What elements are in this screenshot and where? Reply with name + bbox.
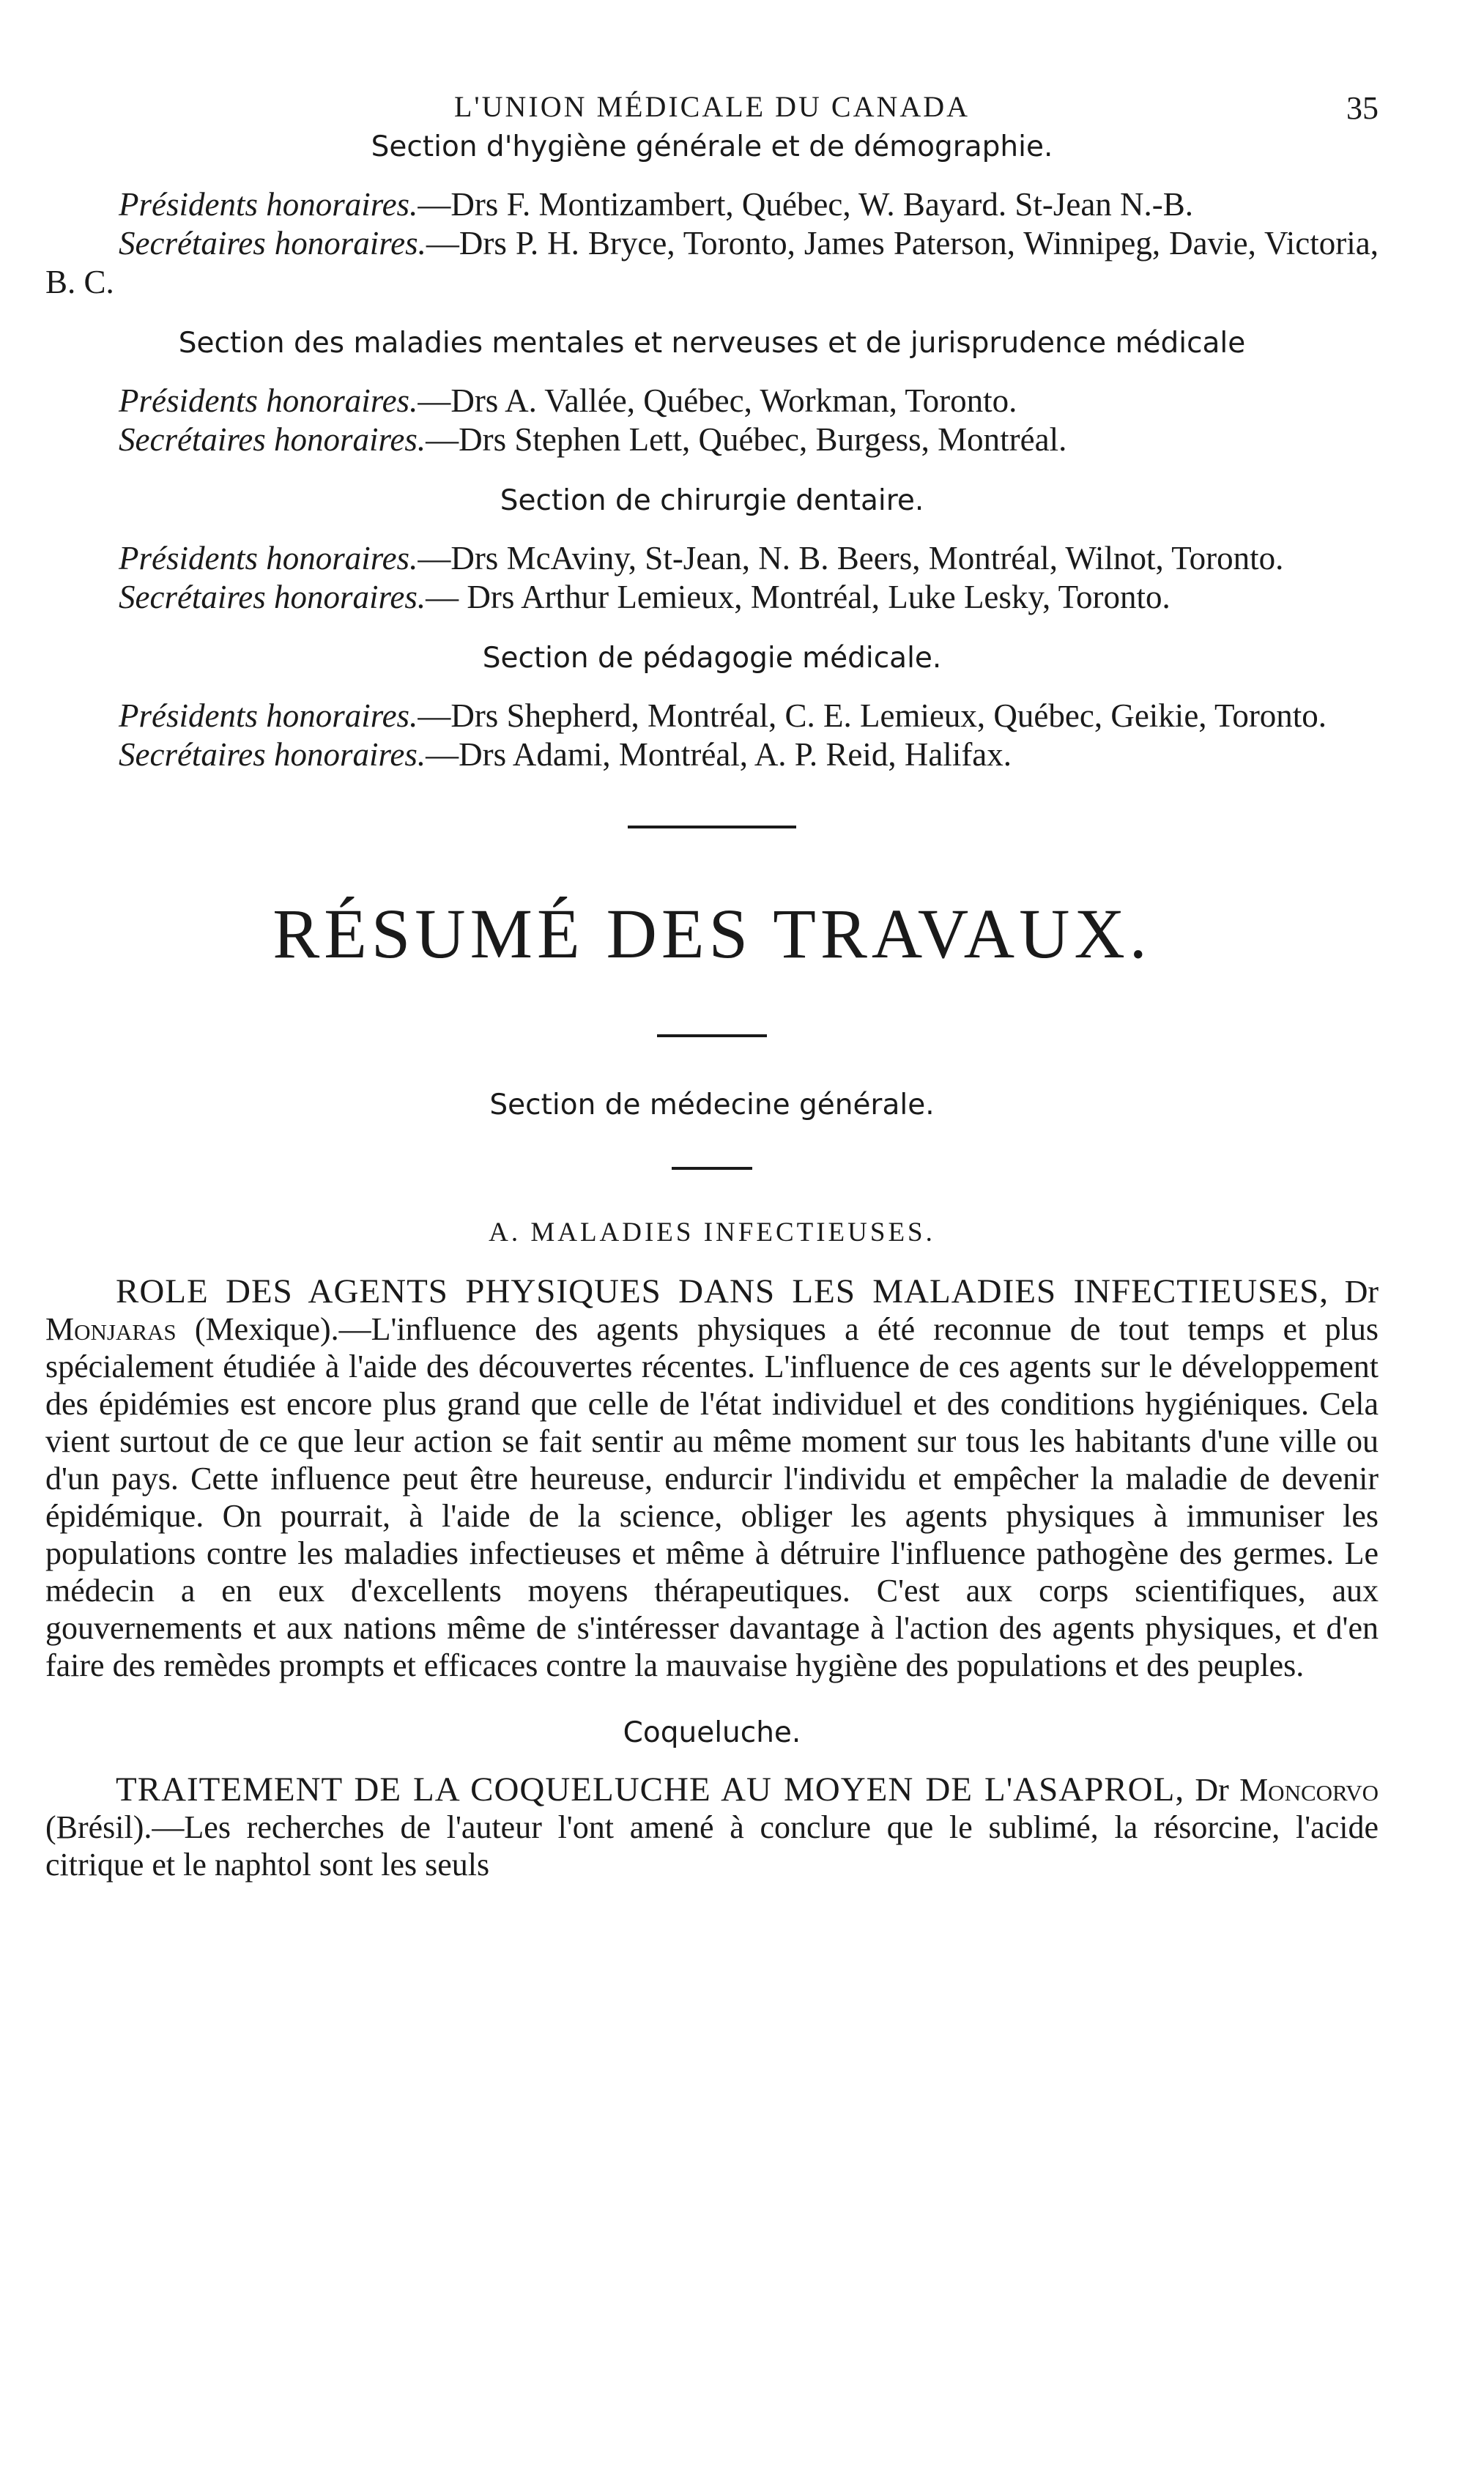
entry-text: —Drs Adami, Montréal, A. P. Reid, Halifax. xyxy=(426,736,1012,773)
entry-text: —Drs A. Vallée, Québec, Workman, Toronto. xyxy=(418,382,1017,419)
entry-text: — Drs Arthur Lemieux, Montréal, Luke Lesky, Toronto. xyxy=(426,579,1170,615)
section-hygiene xyxy=(45,130,1379,302)
page-number: 35 xyxy=(1346,90,1379,126)
honorary-presidents xyxy=(45,697,1379,735)
article-title: TRAITEMENT DE LA COQUELUCHE AU MOYEN DE L'ASAPROL, xyxy=(116,1770,1185,1809)
article-body: —Les recherches de l'auteur l'ont amené à conclure que le sublimé, la résorcine, l'acide citrique et le naphtol sont les seuls xyxy=(45,1809,1379,1883)
author-prefix: Dr xyxy=(1344,1274,1379,1310)
entry-role: Secrétaires honoraires. xyxy=(119,225,426,262)
entry-role: Présidents honoraires. xyxy=(119,186,418,223)
section-medical-pedagogy xyxy=(45,642,1379,774)
section-heading: Section de chirurgie dentaire. xyxy=(500,484,924,517)
divider xyxy=(657,1034,767,1037)
honorary-presidents xyxy=(45,539,1379,578)
category-heading: A. MALADIES INFECTIEUSES. xyxy=(489,1217,935,1247)
section-heading: Section de pédagogie médicale. xyxy=(482,642,942,675)
article-author: Monjaras xyxy=(45,1311,177,1347)
divider xyxy=(672,1167,752,1170)
article-paragraph xyxy=(45,1771,1379,1883)
entry-text: —Drs Stephen Lett, Québec, Burgess, Montréal. xyxy=(426,421,1067,458)
entry-text: —Drs F. Montizambert, Québec, W. Bayard. St-Jean N.-B. xyxy=(418,186,1194,223)
section-dental-surgery xyxy=(45,484,1379,617)
article-paragraph xyxy=(45,1273,1379,1684)
running-header xyxy=(45,73,1379,126)
main-title: RÉSUMÉ DES TRAVAUX. xyxy=(272,894,1151,973)
divider xyxy=(628,826,796,828)
article-body: —L'influence des agents physiques a été reconnue de tout temps et plus spécialement étudiée à l'aide des découvertes récentes. L'influence de ces agents sur le développement des épidémies est encore plus grand que celle de l'état individuel et des conditions hygiéniques. Cela vient surtout de ce que leur action se fait sentir au même moment sur tous les habitants d'une ville ou d'un pays. Cette influence peut être heureuse, endurcir l'individu et empêcher la maladie de devenir épidémique. On pourrait, à l'aide de la science, obliger les agents physiques à immuniser les populations contre les maladies infectieuses et même à détruire l'influence pathogène des germes. Le médecin a en eux d'excellents moyens thérapeutiques. C'est aux corps scientifiques, aux gouvernements et aux nations même de s'intéresser davantage à l'action des agents physiques, et d'en faire des remèdes prompts et efficaces contre la mauvaise hygiène des populations et des peuples. xyxy=(45,1311,1379,1683)
entry-text: —Drs McAviny, St-Jean, N. B. Beers, Montréal, Wilnot, Toronto. xyxy=(418,540,1284,576)
article-author: Moncorvo xyxy=(1239,1772,1379,1808)
entry-role: Présidents honoraires. xyxy=(119,540,418,576)
author-place: (Mexique). xyxy=(194,1311,339,1347)
honorary-secretaries xyxy=(45,578,1379,617)
honorary-presidents xyxy=(45,185,1379,224)
entry-text: —Drs P. H. Bryce, Toronto, James Paterson, Winnipeg, Davie, Victoria, B. C. xyxy=(45,225,1379,300)
subsection-heading: Section de médecine générale. xyxy=(489,1089,935,1121)
page xyxy=(45,73,1379,1883)
entry-role: Secrétaires honoraires. xyxy=(119,736,426,773)
section-heading: Section d'hygiène générale et de démographie. xyxy=(371,130,1053,163)
honorary-presidents xyxy=(45,382,1379,420)
entry-role: Présidents honoraires. xyxy=(119,382,418,419)
author-place: (Brésil). xyxy=(45,1809,152,1845)
entry-role: Secrétaires honoraires. xyxy=(119,421,426,458)
subsection-heading: Coqueluche. xyxy=(623,1716,801,1749)
section-mental-diseases xyxy=(45,327,1379,459)
honorary-secretaries xyxy=(45,224,1379,302)
entry-role: Présidents honoraires. xyxy=(119,697,418,734)
author-prefix: Dr xyxy=(1195,1772,1229,1808)
article-title: ROLE DES AGENTS PHYSIQUES DANS LES MALADIES INFECTIEUSES, xyxy=(116,1272,1329,1310)
entry-role: Secrétaires honoraires. xyxy=(119,579,426,615)
entry-text: —Drs Shepherd, Montréal, C. E. Lemieux, Québec, Geikie, Toronto. xyxy=(418,697,1327,734)
honorary-secretaries xyxy=(45,735,1379,774)
honorary-secretaries xyxy=(45,420,1379,459)
running-title: L'UNION MÉDICALE DU CANADA xyxy=(453,90,971,123)
section-heading: Section des maladies mentales et nerveuses et de jurisprudence médicale xyxy=(178,327,1246,360)
